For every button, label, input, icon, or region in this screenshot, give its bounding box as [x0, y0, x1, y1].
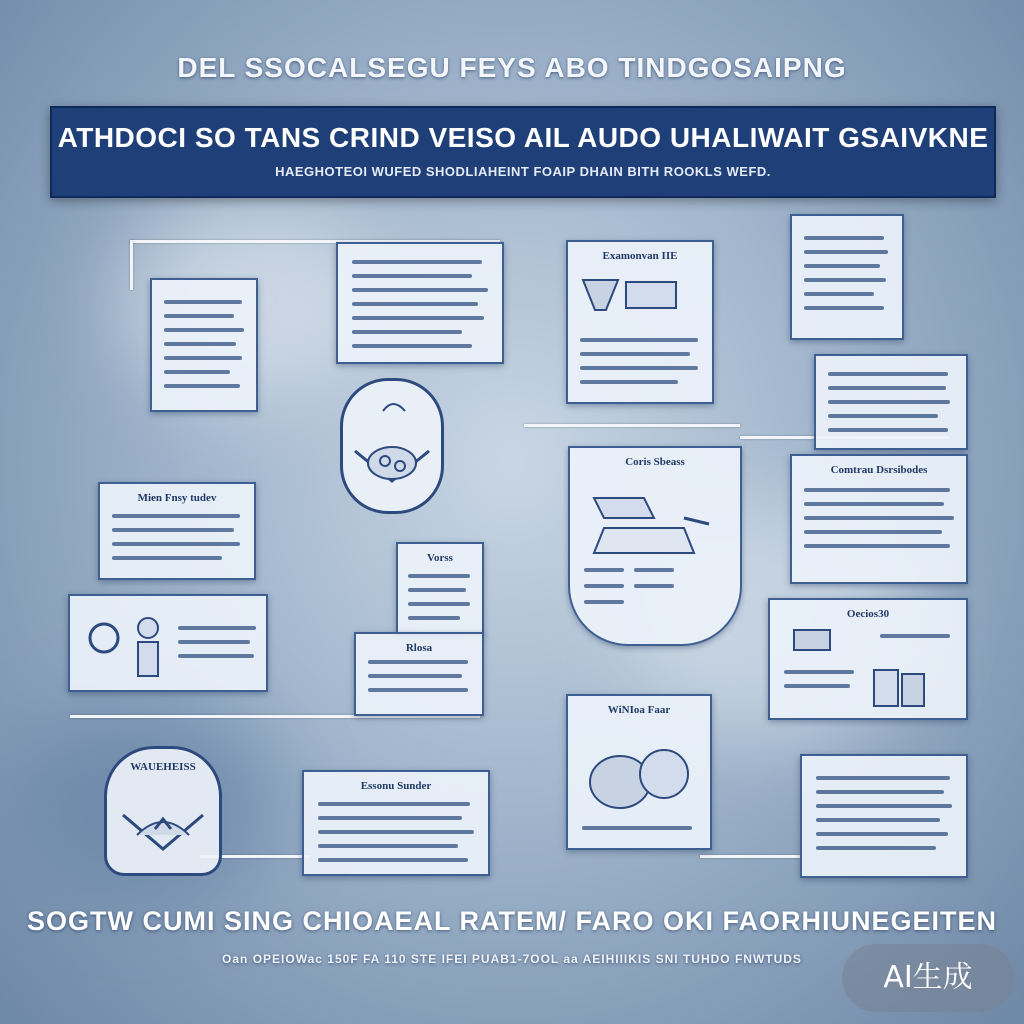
card-title: Examonvan IIE — [602, 250, 678, 262]
info-card-14 — [800, 754, 968, 878]
info-card-13 — [302, 770, 490, 876]
card-title: Essonu Sunder — [360, 780, 432, 792]
card-title: Vorss — [427, 552, 453, 564]
brain-icon — [340, 378, 444, 514]
ai-generated-badge: AI生成 — [842, 944, 1014, 1012]
info-card-6 — [98, 482, 256, 580]
card-title: Rlosa — [405, 642, 433, 654]
card-title: Oecios30 — [846, 608, 890, 620]
cloud-box-icon — [104, 746, 222, 876]
banner-subtitle: HAEGHOTEOI WUFED SHODLIAHEINT FOAIP DHAIN BITH ROOKLS WEFD. — [275, 164, 771, 179]
info-card-5 — [814, 354, 968, 450]
connector-line — [130, 240, 133, 290]
info-card-1 — [150, 278, 258, 412]
top-headline: DEL SSOCALSEGU FEYS ABO TINDGOSAIPNG — [177, 52, 847, 83]
info-card-3 — [566, 240, 714, 404]
info-card-4 — [790, 214, 904, 340]
info-card-7 — [396, 542, 484, 636]
connector-line — [700, 855, 800, 858]
bottom-subtitle: Oan OPEIOWac 150F FA 110 STE IFEI PUAB1-7OOL aa AEIHIIIKIS SNI TUHDO FNWTUDS — [222, 952, 802, 966]
connector-line — [524, 424, 740, 427]
info-card-15 — [354, 632, 484, 716]
bottom-headline: SOGTW CUMI SING CHIOAEAL RATEM/ FARO OKI FAORHIUNEGEITEN — [26, 906, 998, 936]
card-title: Comtrau Dsrsibodes — [830, 464, 928, 476]
card-title: Mien Fnsy tudev — [137, 492, 217, 504]
info-card-8 — [568, 446, 742, 646]
device-icon — [578, 270, 688, 320]
info-card-2 — [336, 242, 504, 364]
person-icon — [84, 608, 164, 680]
info-card-11 — [768, 598, 968, 720]
clock-icon — [582, 730, 696, 820]
info-card-10 — [68, 594, 268, 692]
title-banner — [50, 106, 996, 198]
info-card-12 — [566, 694, 712, 850]
card-title: Coris Sbeass — [625, 456, 685, 468]
card-title: WiNIoa Faar — [607, 704, 671, 716]
info-card-9 — [790, 454, 968, 584]
banner-title: ATHDOCI SO TANS CRIND VEISO AIL AUDO UHALIWAIT GSAIVKNE — [57, 122, 989, 153]
flow-diagram-icon — [584, 478, 724, 558]
card-title: WAUEHEISS — [130, 761, 196, 773]
